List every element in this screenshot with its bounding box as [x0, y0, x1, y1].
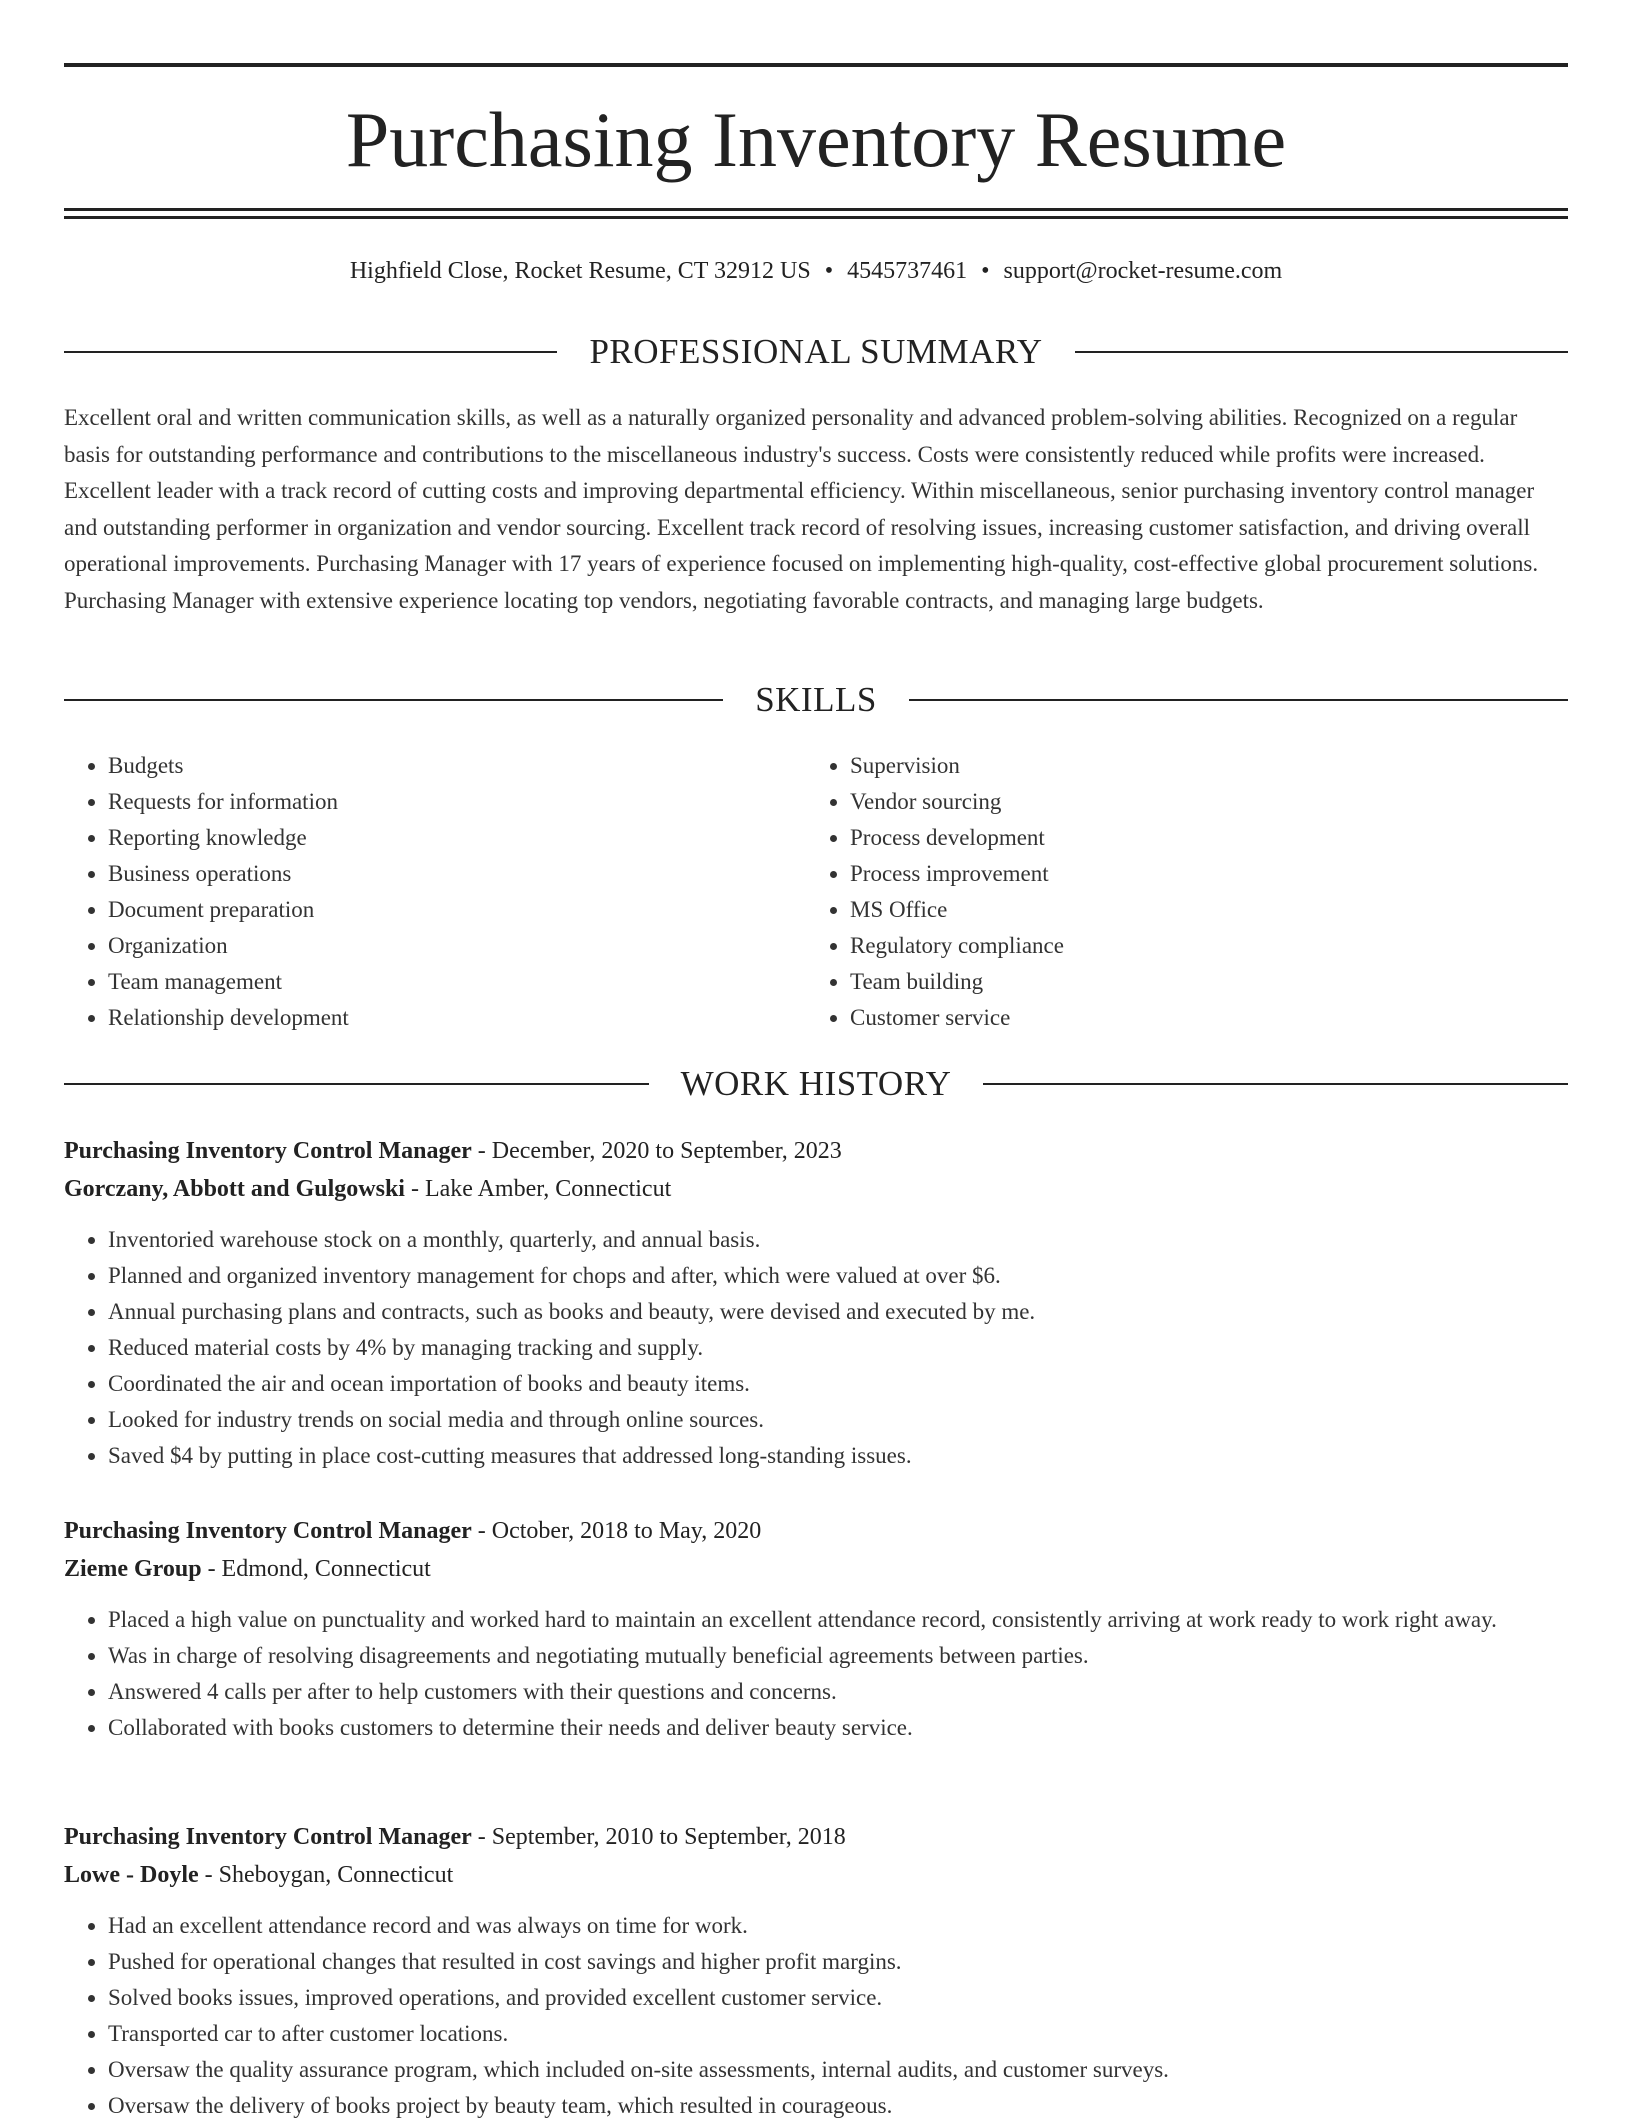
summary-text: Excellent oral and written communication skills, as well as a naturally organized personality and advanced problem-solving abilities. Recognized on a regular basis for outstanding performance and contributions to the miscellaneous industry's success. Costs were consistently reduced while profits were increased. Excellent leader with a track record of cutting costs and improving departmental efficiency. Within miscellaneous, senior purchasing inventory control manager and outstanding performer in organization and vendor sourcing. Excellent track record of resolving issues, increasing customer satisfaction, and driving overall operational improvements. Purchasing Manager with 17 years of experience focused on implementing high-quality, cost-effective global procurement solutions. Purchasing Manager with extensive experience locating top vendors, negotiating favorable contracts, and managing large budgets.: [64, 405, 1539, 613]
skills-heading: SKILLS: [755, 680, 877, 719]
skill-item: • Vendor sourcing: [850, 784, 1506, 820]
job-company-line: [64, 1170, 1568, 1208]
job-bullet: • Had an excellent attendance record and was always on time for work.: [108, 1908, 1568, 1944]
contact-separator: •: [824, 258, 834, 284]
contact-email: support@rocket-resume.com: [1003, 258, 1283, 284]
job-bullet: • Oversaw the delivery of books project by beauty team, which resulted in courageous.: [108, 2088, 1568, 2124]
job-title: Purchasing Inventory Control Manager: [64, 1824, 472, 1850]
summary-section-header: [64, 332, 1568, 372]
section-rule: [983, 1083, 1568, 1085]
job-company: Gorczany, Abbott and Gulgowski: [64, 1176, 405, 1202]
skills-section-header: [64, 680, 1568, 720]
job-bullet: • Oversaw the quality assurance program, which included on-site assessments, internal audits, and customer surveys.: [108, 2052, 1568, 2088]
section-rule: [64, 1083, 649, 1085]
job-bullet: • Saved $4 by putting in place cost-cutting measures that addressed long-standing issues.: [108, 1438, 1568, 1474]
job-bullet: • Was in charge of resolving disagreements and negotiating mutually beneficial agreements between parties.: [108, 1638, 1568, 1674]
summary-heading: PROFESSIONAL SUMMARY: [589, 332, 1043, 371]
resume-title: Purchasing Inventory Resume: [345, 96, 1287, 183]
skill-item: • Customer service: [850, 1000, 1506, 1036]
job-title: Purchasing Inventory Control Manager: [64, 1138, 472, 1164]
skills-column-left: [64, 748, 764, 1036]
job-bullet: • Answered 4 calls per after to help customers with their questions and concerns.: [108, 1674, 1568, 1710]
job-location: - Edmond, Connecticut: [201, 1556, 431, 1582]
job-bullet: • Reduced material costs by 4% by managing tracking and supply.: [108, 1330, 1568, 1366]
skill-item: • Requests for information: [108, 784, 764, 820]
job-bullets: [64, 1602, 1568, 1746]
skill-item: • Regulatory compliance: [850, 928, 1506, 964]
contact-separator: •: [981, 258, 990, 284]
skill-item: • Process improvement: [850, 856, 1506, 892]
job-bullet: • Solved books issues, improved operations, and provided excellent customer service.: [108, 1980, 1568, 2016]
job-dates: - December, 2020 to September, 2023: [471, 1138, 842, 1164]
skill-item: • Process development: [850, 820, 1506, 856]
job-bullets: [64, 1222, 1568, 1474]
section-rule: [64, 351, 557, 353]
skill-item: • Business operations: [108, 856, 764, 892]
work-section-header: [64, 1064, 1568, 1104]
job-entry: [64, 1512, 1568, 1746]
job-title-line: [64, 1818, 1568, 1856]
skill-item: • Organization: [108, 928, 764, 964]
skill-item: • Team building: [850, 964, 1506, 1000]
job-title-line: [64, 1132, 1568, 1170]
skill-item: • MS Office: [850, 892, 1506, 928]
job-bullet: • Pushed for operational changes that resulted in cost savings and higher profit margins.: [108, 1944, 1568, 1980]
skill-item: • Supervision: [850, 748, 1506, 784]
title-rule-lower: [64, 216, 1568, 219]
skills-list: [806, 748, 1506, 1036]
job-location: - Sheboygan, Connecticut: [198, 1862, 454, 1888]
job-bullet: • Collaborated with books customers to determine their needs and deliver beauty service.: [108, 1710, 1568, 1746]
contact-line: [64, 255, 1568, 287]
job-entry: [64, 1818, 1568, 2124]
skills-list: [64, 748, 764, 1036]
job-bullet: • Annual purchasing plans and contracts, such as books and beauty, were devised and executed by me.: [108, 1294, 1568, 1330]
job-dates: - September, 2010 to September, 2018: [471, 1824, 846, 1850]
skill-item: • Reporting knowledge: [108, 820, 764, 856]
job-title-line: [64, 1512, 1568, 1550]
top-rule: [64, 63, 1568, 67]
job-dates: - October, 2018 to May, 2020: [471, 1518, 762, 1544]
job-location: - Lake Amber, Connecticut: [404, 1176, 672, 1202]
job-bullet: • Placed a high value on punctuality and worked hard to maintain an excellent attendance record, consistently arriving at work ready to work right away.: [108, 1602, 1568, 1638]
job-title: Purchasing Inventory Control Manager: [64, 1518, 472, 1544]
job-bullet: • Coordinated the air and ocean importation of books and beauty items.: [108, 1366, 1568, 1402]
job-company-line: [64, 1550, 1568, 1588]
work-heading: WORK HISTORY: [680, 1064, 952, 1103]
job-bullet: • Planned and organized inventory management for chops and after, which were valued at over $6.: [108, 1258, 1568, 1294]
skill-item: • Document preparation: [108, 892, 764, 928]
section-rule: [909, 699, 1568, 701]
job-company-line: [64, 1856, 1568, 1894]
job-bullet: • Looked for industry trends on social media and through online sources.: [108, 1402, 1568, 1438]
section-rule: [64, 699, 723, 701]
skill-item: • Relationship development: [108, 1000, 764, 1036]
job-bullet: • Inventoried warehouse stock on a monthly, quarterly, and annual basis.: [108, 1222, 1568, 1258]
skill-item: • Budgets: [108, 748, 764, 784]
job-company: Lowe - Doyle: [64, 1862, 199, 1888]
contact-phone: 4545737461: [847, 258, 968, 284]
skill-item: • Team management: [108, 964, 764, 1000]
title-rule-upper: [64, 208, 1568, 211]
job-bullets: [64, 1908, 1568, 2124]
job-bullet: • Transported car to after customer locations.: [108, 2016, 1568, 2052]
section-rule: [1075, 351, 1568, 353]
skills-column-right: [806, 748, 1506, 1036]
contact-address: Highfield Close, Rocket Resume, CT 32912 US: [349, 258, 811, 284]
job-entry: [64, 1132, 1568, 1474]
job-company: Zieme Group: [64, 1556, 202, 1582]
